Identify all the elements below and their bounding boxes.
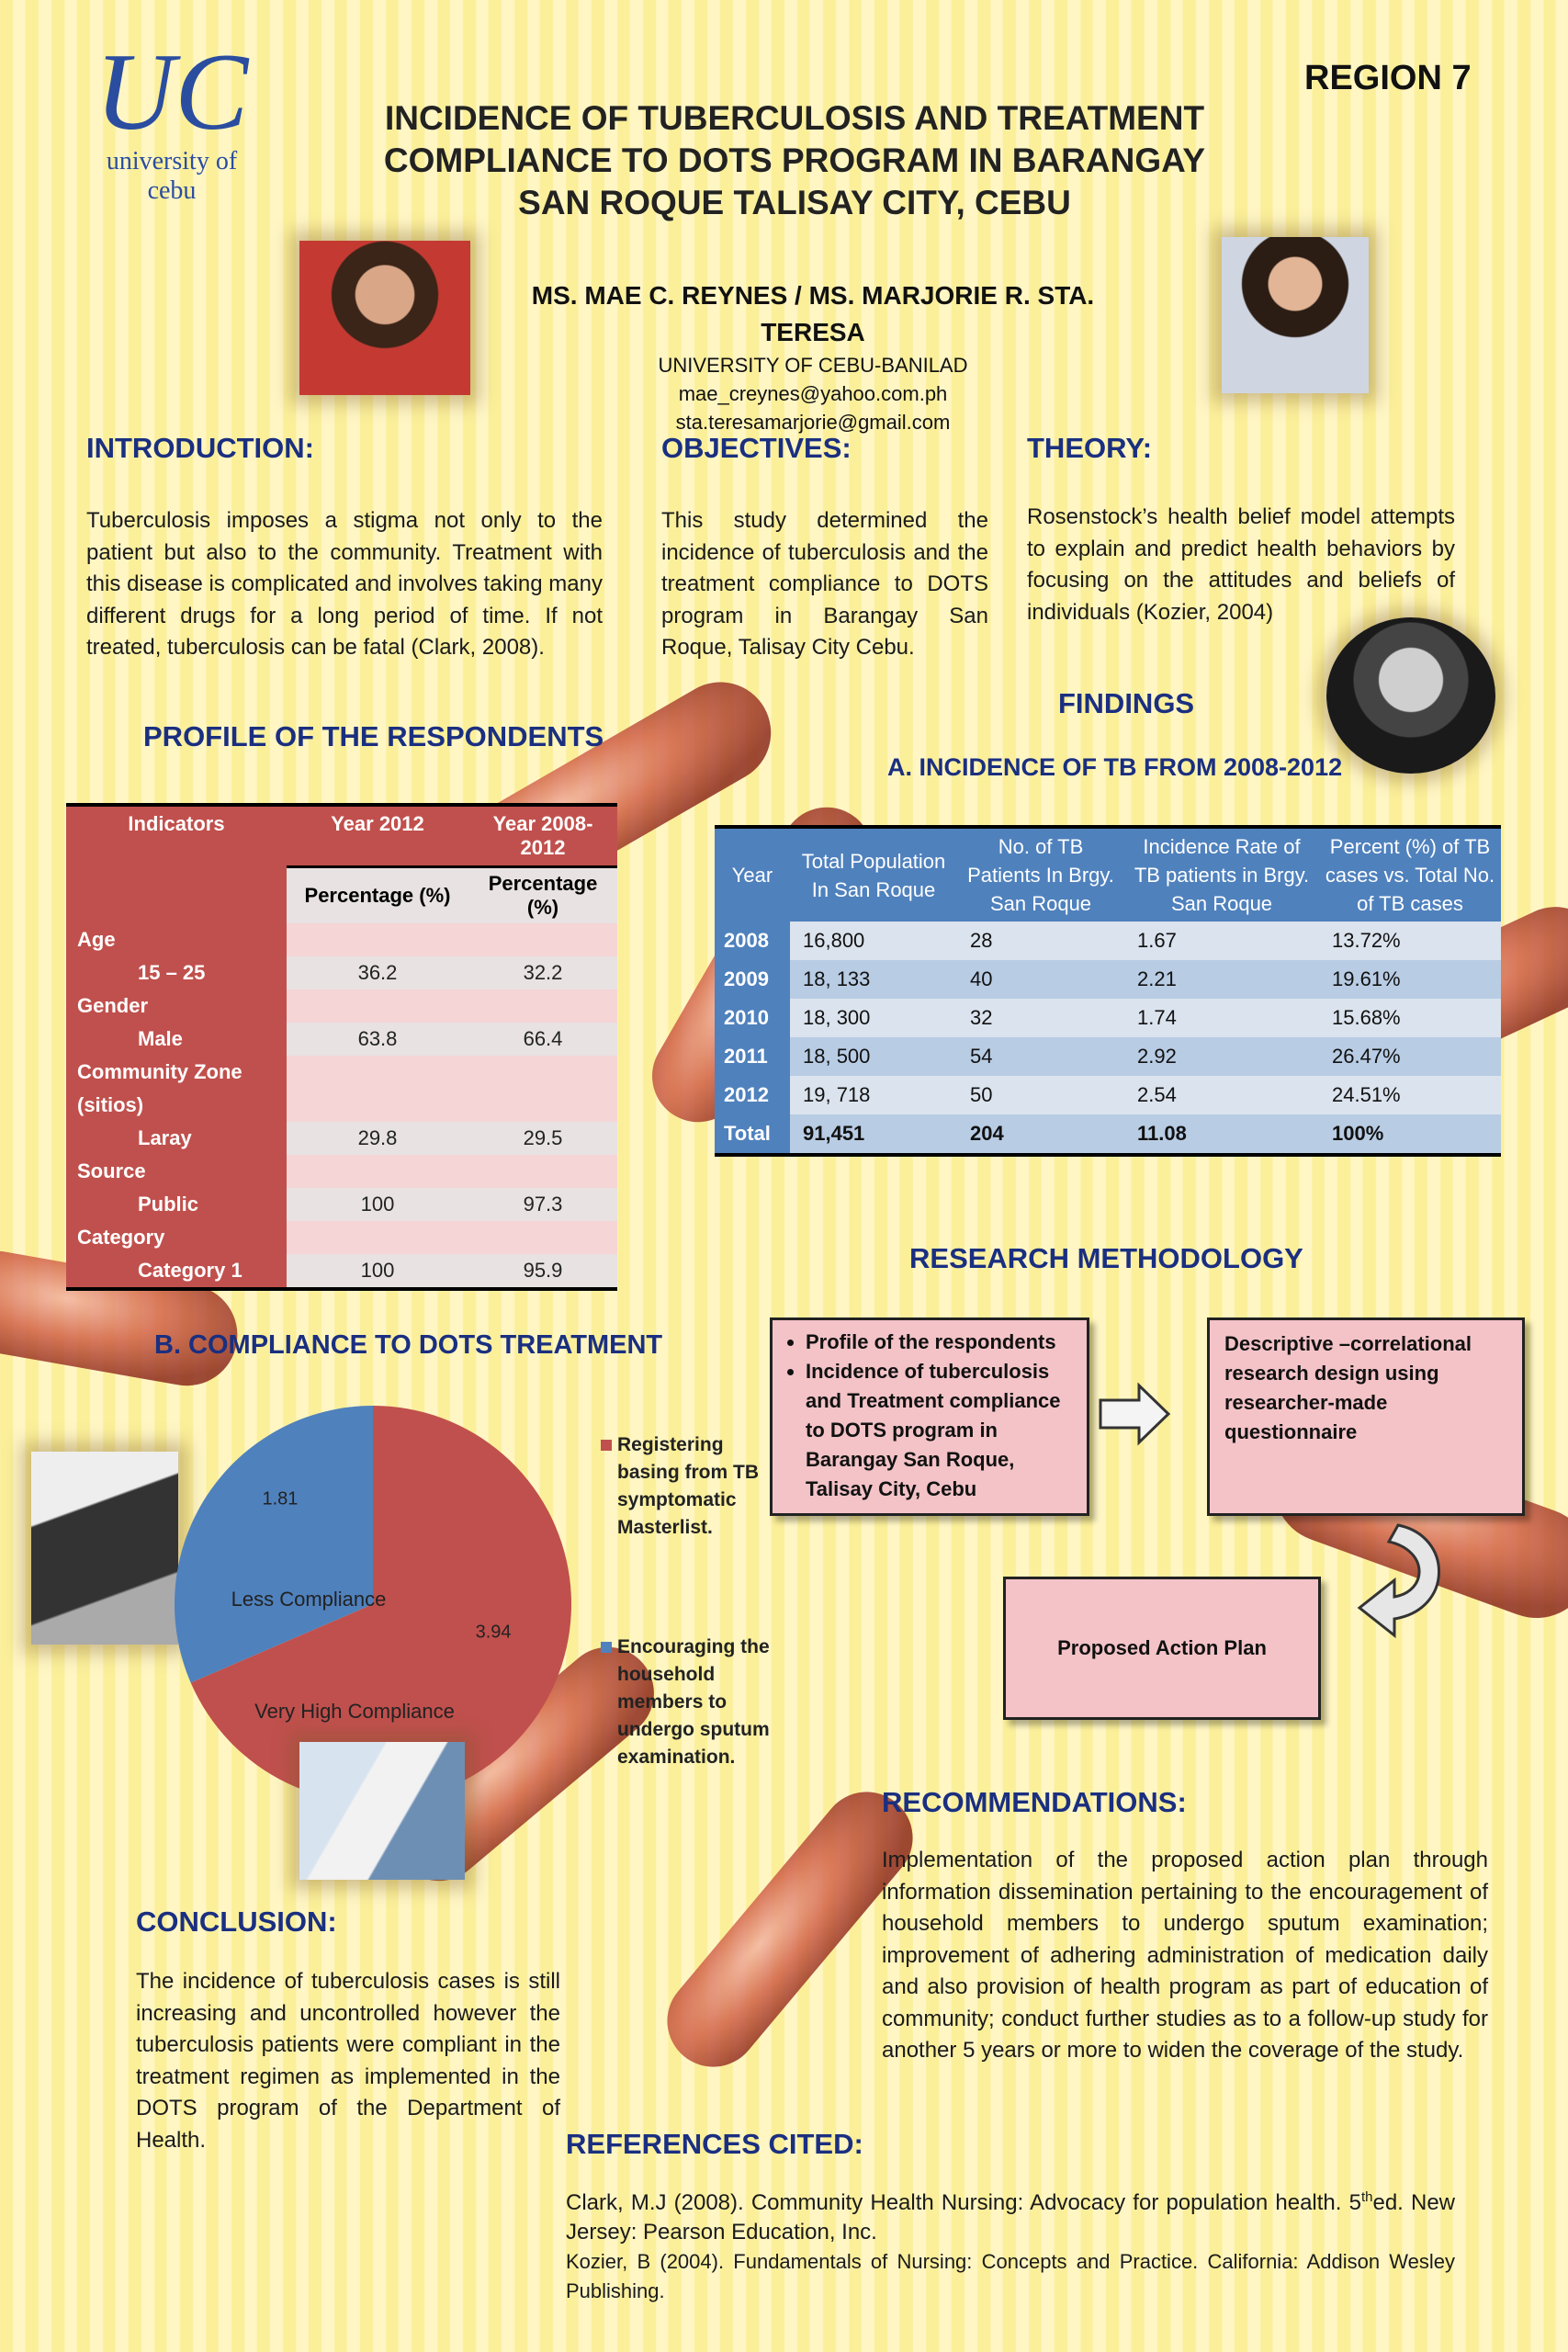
logo-mark: UC: [95, 30, 249, 153]
table-header-blank: [66, 867, 287, 924]
references-title: REFERENCES CITED:: [566, 2128, 863, 2160]
table-cell: [468, 989, 617, 1023]
table-cell: 28: [957, 922, 1124, 960]
table-header: Indicators: [66, 805, 287, 867]
table-row: [66, 1056, 617, 1089]
table-cell: 66.4: [468, 1023, 617, 1056]
list-item: • Profile of the respondents: [806, 1328, 1079, 1357]
table-cell: 100%: [1319, 1114, 1501, 1155]
table-cell: 32: [957, 999, 1124, 1037]
table-row: [66, 1155, 617, 1188]
recommendations-section: [882, 1786, 1488, 2067]
university-logo: [85, 30, 259, 205]
references-section: [566, 2128, 1455, 2306]
table-cell: 36.2: [287, 956, 468, 989]
table-row: [66, 1188, 617, 1221]
objectives-section: [661, 432, 988, 664]
legend-text: Registering basing from TB symptomatic Masterlist.: [617, 1434, 760, 1538]
table-cell: 19.61%: [1319, 960, 1501, 999]
authors: MS. MAE C. REYNES / MS. MARJORIE R. STA. TERESA: [531, 281, 1095, 346]
table-cell: 2012: [715, 1076, 790, 1114]
table-row: [66, 923, 617, 956]
table-cell: 18, 300: [790, 999, 957, 1037]
table-cell: [287, 1221, 468, 1254]
reference-item: Kozier, B (2004). Fundamentals of Nursing: Concepts and Practice. California: Addison Wesley Publishing.: [566, 2250, 1455, 2302]
table-cell: 26.47%: [1319, 1037, 1501, 1076]
conclusion-title: CONCLUSION:: [136, 1905, 337, 1938]
table-cell: [287, 989, 468, 1023]
legend-swatch: [601, 1642, 612, 1653]
table-cell: [287, 1155, 468, 1188]
table-cell: 63.8: [287, 1023, 468, 1056]
table-cell: 18, 500: [790, 1037, 957, 1076]
table-cell: 15 – 25: [66, 956, 287, 989]
table-cell: Category 1: [66, 1254, 287, 1289]
compliance-title: B. COMPLIANCE TO DOTS TREATMENT: [154, 1330, 663, 1360]
table-cell: 29.8: [287, 1122, 468, 1155]
legend-item: [601, 1634, 784, 1771]
table-cell: 204: [957, 1114, 1124, 1155]
incidence-title: A. INCIDENCE OF TB FROM 2008-2012: [887, 753, 1343, 781]
conclusion-text: The incidence of tuberculosis cases is still increasing and uncontrolled however the tuberculosis patients were compliant in the treatment regimen as implemented in the DOTS program of the Department of Health.: [136, 1969, 560, 2153]
table-cell: 29.5: [468, 1122, 617, 1155]
table-cell: 91,451: [790, 1114, 957, 1155]
table-cell: 2009: [715, 960, 790, 999]
table-cell: Total: [715, 1114, 790, 1155]
profile-table-body: [66, 923, 617, 1289]
table-cell: 16,800: [790, 922, 957, 960]
legend-text: Encouraging the household members to undergo sputum examination.: [617, 1636, 770, 1768]
table-subheader: Percentage (%): [468, 867, 617, 924]
pie-value-label: 3.94: [475, 1622, 512, 1643]
title-line: COMPLIANCE TO DOTS PROGRAM IN BARANGAY: [383, 141, 1206, 179]
table-header: Percent (%) of TB cases vs. Total No. of TB cases: [1319, 827, 1501, 922]
reference-text: Clark, M.J (2008). Community Health Nursing: Advocacy for population health. 5: [566, 2190, 1361, 2215]
table-row: [66, 1221, 617, 1254]
pie-value-label: 1.81: [262, 1488, 299, 1510]
methodology-title: RESEARCH METHODOLOGY: [909, 1242, 1303, 1274]
poster-title: [276, 97, 1314, 224]
methodology-input-list: [780, 1328, 1079, 1504]
curved-arrow-icon: [1352, 1518, 1453, 1646]
table-row: [66, 956, 617, 989]
table-header: Year 2012: [287, 805, 468, 867]
table-row: [715, 922, 1501, 960]
title-line: INCIDENCE OF TUBERCULOSIS AND TREATMENT: [384, 99, 1205, 137]
table-cell: 97.3: [468, 1188, 617, 1221]
table-cell: [287, 923, 468, 956]
table-cell: 1.67: [1124, 922, 1319, 960]
table-cell: 95.9: [468, 1254, 617, 1289]
table-row: [66, 1023, 617, 1056]
table-cell: Category: [66, 1221, 287, 1254]
table-cell: 11.08: [1124, 1114, 1319, 1155]
legend-item: [601, 1431, 784, 1542]
table-cell: Age: [66, 923, 287, 956]
table-row: [715, 1076, 1501, 1114]
table-cell: 2011: [715, 1037, 790, 1076]
table-cell: [468, 1155, 617, 1188]
table-header: Year: [715, 827, 790, 922]
table-cell: Laray: [66, 1122, 287, 1155]
table-cell: 15.68%: [1319, 999, 1501, 1037]
table-cell: 100: [287, 1254, 468, 1289]
table-cell: 40: [957, 960, 1124, 999]
introduction-section: [86, 432, 603, 664]
table-row: [715, 1037, 1501, 1076]
table-cell: (sitios): [66, 1089, 287, 1122]
affiliation: UNIVERSITY OF CEBU-BANILAD: [658, 354, 968, 377]
profile-title: PROFILE OF THE RESPONDENTS: [143, 720, 604, 752]
methodology-output-text: Proposed Action Plan: [1057, 1636, 1267, 1659]
email: sta.teresamarjorie@gmail.com: [675, 411, 951, 434]
introduction-title: INTRODUCTION:: [86, 432, 314, 464]
findings-title: FINDINGS: [1058, 687, 1195, 719]
table-cell: 2010: [715, 999, 790, 1037]
table-header: Total Population In San Roque: [790, 827, 957, 922]
profile-table-wrap: [66, 803, 617, 1291]
table-cell: [468, 1089, 617, 1122]
table-cell: 100: [287, 1188, 468, 1221]
logo-text: university of cebu: [106, 147, 238, 205]
reference-text: ed. New Jersey: Pearson Education, Inc.: [566, 2190, 1456, 2245]
theorist-photo: [1326, 617, 1495, 774]
table-cell: 13.72%: [1319, 922, 1501, 960]
arrow-right-icon: [1099, 1382, 1172, 1446]
incidence-table-wrap: [715, 825, 1501, 1157]
email: mae_creynes@yahoo.com.ph: [678, 382, 948, 405]
reference-item: [566, 2183, 1455, 2247]
profile-table: [66, 803, 617, 1291]
methodology-output-box: [1003, 1577, 1321, 1720]
pie-category-label: Less Compliance: [231, 1588, 387, 1611]
table-cell: 2008: [715, 922, 790, 960]
table-cell: 19, 718: [790, 1076, 957, 1114]
table-row: [715, 1114, 1501, 1155]
table-cell: [287, 1089, 468, 1122]
table-header: No. of TB Patients In Brgy. San Roque: [957, 827, 1124, 922]
objectives-title: OBJECTIVES:: [661, 432, 852, 464]
table-row: [715, 999, 1501, 1037]
reference-sup: th: [1360, 2189, 1373, 2205]
list-item: • Incidence of tuberculosis and Treatment compliance to DOTS program in Barangay San Roque, Talisay City, Cebu: [806, 1357, 1079, 1504]
theory-title: THEORY:: [1027, 432, 1153, 464]
legend-swatch: [601, 1440, 612, 1451]
table-cell: 2.92: [1124, 1037, 1319, 1076]
table-cell: [468, 1221, 617, 1254]
region-label: REGION 7: [1304, 59, 1472, 97]
pie-category-label: Very High Compliance: [254, 1700, 455, 1723]
patient-photo: [31, 1452, 178, 1645]
table-cell: Source: [66, 1155, 287, 1188]
methodology-input-box: [770, 1317, 1089, 1516]
table-row: [66, 989, 617, 1023]
table-cell: Male: [66, 1023, 287, 1056]
table-cell: 1.74: [1124, 999, 1319, 1037]
incidence-table-body: [715, 922, 1501, 1155]
table-row: [66, 1089, 617, 1122]
table-cell: Public: [66, 1188, 287, 1221]
author-photo: [1222, 237, 1369, 393]
table-cell: 2.54: [1124, 1076, 1319, 1114]
table-cell: 2.21: [1124, 960, 1319, 999]
table-cell: Gender: [66, 989, 287, 1023]
recommendations-text: Implementation of the proposed action plan through information dissemination pertaining to the encouragement of household members to undergo sputum examination; improvement of adhering administration of medication daily and also provision of health program as part of education of community; conduct further studies as to a follow-up study for another 5 years or more to widen the coverage of the study.: [882, 1848, 1488, 2063]
table-header: Incidence Rate of TB patients in Brgy. San Roque: [1124, 827, 1319, 922]
clinic-photo: [299, 1742, 465, 1880]
methodology-process-box: [1207, 1317, 1525, 1516]
theory-section: [1027, 432, 1455, 628]
conclusion-section: [136, 1905, 560, 2156]
table-cell: 18, 133: [790, 960, 957, 999]
table-row: [66, 1122, 617, 1155]
table-row: [715, 960, 1501, 999]
recommendations-title: RECOMMENDATIONS:: [882, 1786, 1187, 1818]
methodology-process-text: Descriptive –correlational research design using researcher-made questionnaire: [1224, 1332, 1472, 1443]
author-photo: [299, 241, 470, 395]
table-cell: [468, 923, 617, 956]
objectives-text: This study determined the incidence of tuberculosis and the treatment compliance to DOTS program in Barangay San Roque, Talisay City Cebu.: [661, 508, 988, 660]
theory-text: Rosenstock’s health belief model attempts to explain and predict health behaviors by focusing on the attitudes and beliefs of individuals (Kozier, 2004): [1027, 504, 1455, 625]
legend-list: [601, 1431, 784, 1771]
table-cell: 32.2: [468, 956, 617, 989]
author-block: [478, 277, 1148, 436]
table-cell: [468, 1056, 617, 1089]
table-cell: Community Zone: [66, 1056, 287, 1089]
table-cell: 24.51%: [1319, 1076, 1501, 1114]
table-cell: 54: [957, 1037, 1124, 1076]
pie-legend: [601, 1431, 784, 1771]
table-cell: [287, 1056, 468, 1089]
title-line: SAN ROQUE TALISAY CITY, CEBU: [518, 184, 1071, 221]
table-subheader: Percentage (%): [287, 867, 468, 924]
introduction-text: Tuberculosis imposes a stigma not only to the patient but also to the community. Treatment with this disease is complicated and involves taking many different drugs for a long period of time. If not treated, tuberculosis can be fatal (Clark, 2008).: [86, 508, 603, 660]
table-row: [66, 1254, 617, 1289]
incidence-table: [715, 825, 1501, 1157]
table-header: Year 2008-2012: [468, 805, 617, 867]
table-cell: 50: [957, 1076, 1124, 1114]
